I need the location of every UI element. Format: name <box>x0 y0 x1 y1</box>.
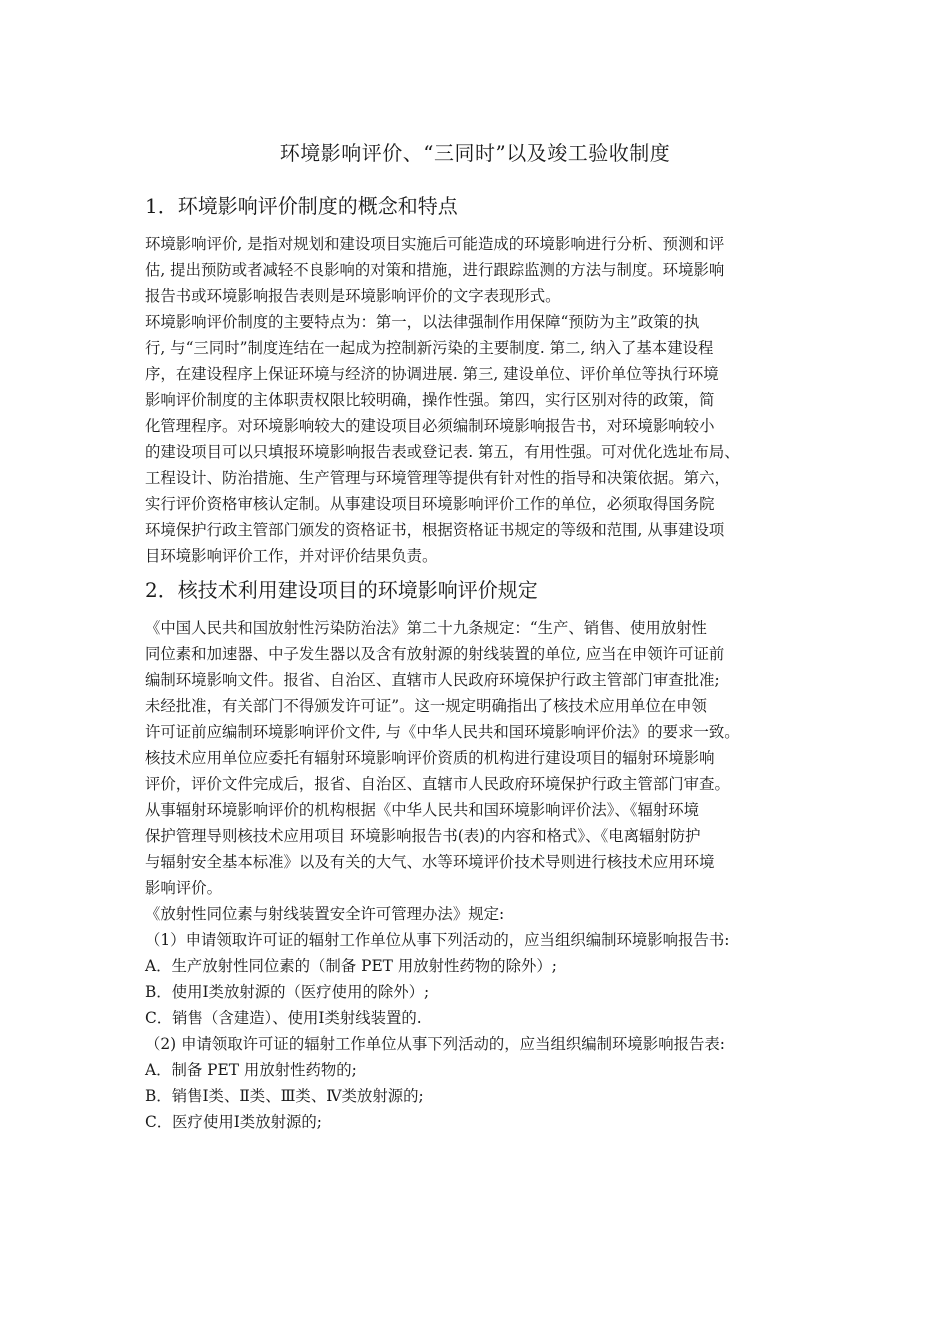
text-line: 编制环境影响文件。报省、自治区、直辖市人民政府环境保护行政主管部门审查批准; <box>145 671 720 689</box>
section-1-heading: 1．环境影响评价制度的概念和特点 <box>145 194 458 218</box>
text-line: 保护管理导则核技术应用项目 环境影响报告书(表)的内容和格式》、《电离辐射防护 <box>145 827 701 845</box>
list-item: C．医疗使用Ⅰ类放射源的; <box>145 1113 322 1131</box>
text-line: 《中国人民共和国放射性污染防治法》第二十九条规定：“生产、销售、使用放射性 <box>145 619 707 637</box>
document-title: 环境影响评价、“三同时”以及竣工验收制度 <box>279 141 671 165</box>
list-item: B．销售Ⅰ类、Ⅱ类、Ⅲ类、Ⅳ类放射源的; <box>145 1087 424 1105</box>
list-item: C．销售（含建造）、使用Ⅰ类射线装置的. <box>145 1009 422 1027</box>
text-line: 环境保护行政主管部门颁发的资格证书，根据资格证书规定的等级和范围, 从事建设项 <box>145 521 725 539</box>
text-line: 与辐射安全基本标准》以及有关的大气、水等环境评价技术导则进行核技术应用环境 <box>145 853 715 871</box>
list-item: A．生产放射性同位素的（制备 PET 用放射性药物的除外）; <box>145 957 557 975</box>
section-2-heading: 2．核技术利用建设项目的环境影响评价规定 <box>145 578 538 602</box>
text-line: 的建设项目可以只填报环境影响报告表或登记表. 第五，有用性强。可对优化选址布局、 <box>145 443 740 461</box>
list-item: （2) 申请领取许可证的辐射工作单位从事下列活动的，应当组织编制环境影响报告表: <box>145 1035 725 1053</box>
text-line: 评价，评价文件完成后，报省、自治区、直辖市人民政府环境保护行政主管部门审查。 <box>145 775 730 793</box>
text-line: 影响评价制度的主体职责权限比较明确，操作性强。第四，实行区别对待的政策，简 <box>145 391 715 409</box>
list-item: （1）申请领取许可证的辐射工作单位从事下列活动的，应当组织编制环境影响报告书: <box>145 931 730 949</box>
text-line: 环境影响评价制度的主要特点为：第一，以法律强制作用保障“预防为主”政策的执 <box>145 313 700 331</box>
document-body <box>145 193 820 1135</box>
text-line: 许可证前应编制环境影响评价文件, 与《中华人民共和国环境影响评价法》的要求一致。 <box>145 723 740 741</box>
text-line: 目环境影响评价工作，并对评价结果负责。 <box>145 547 438 565</box>
section-2-regulation-list <box>145 901 820 1135</box>
text-line: 行, 与“三同时”制度连结在一起成为控制新污染的主要制度. 第二, 纳入了基本建设程 <box>145 339 714 357</box>
section-1-paragraph-1 <box>145 231 820 309</box>
text-line: 序，在建设程序上保证环境与经济的协调进展. 第三, 建设单位、评价单位等执行环境 <box>145 365 719 383</box>
section-2-paragraph-1 <box>145 615 820 745</box>
text-line: 影响评价。 <box>145 879 222 897</box>
text-line: 报告书或环境影响报告表则是环境影响评价的文字表现形式。 <box>145 287 561 305</box>
text-line: 化管理程序。对环境影响较大的建设项目必须编制环境影响报告书，对环境影响较小 <box>145 417 715 435</box>
list-item: A．制备 PET 用放射性药物的; <box>145 1061 357 1079</box>
text-line: 核技术应用单位应委托有辐射环境影响评价资质的机构进行建设项目的辐射环境影响 <box>145 749 715 767</box>
section-2-paragraph-3 <box>145 797 820 901</box>
list-item: B．使用Ⅰ类放射源的（医疗使用的除外）; <box>145 983 430 1001</box>
section-2-paragraph-2 <box>145 745 820 797</box>
section-1-paragraph-2 <box>145 309 820 569</box>
text-line: 未经批准，有关部门不得颁发许可证”。这一规定明确指出了核技术应用单位在申领 <box>145 697 707 715</box>
text-line: 从事辐射环境影响评价的机构根据《中华人民共和国环境影响评价法》、《辐射环境 <box>145 801 700 819</box>
regulation-intro: 《放射性同位素与射线装置安全许可管理办法》规定: <box>145 905 505 923</box>
text-line: 实行评价资格审核认定制。从事建设项目环境影响评价工作的单位，必须取得国务院 <box>145 495 715 513</box>
text-line: 同位素和加速器、中子发生器以及含有放射源的射线装置的单位, 应当在申领许可证前 <box>145 645 725 663</box>
text-line: 估, 提出预防或者减轻不良影响的对策和措施，进行跟踪监测的方法与制度。环境影响 <box>145 261 725 279</box>
text-line: 环境影响评价, 是指对规划和建设项目实施后可能造成的环境影响进行分析、预测和评 <box>145 235 725 253</box>
text-line: 工程设计、防治措施、生产管理与环境管理等提供有针对性的指导和决策依据。第六， <box>145 469 730 487</box>
